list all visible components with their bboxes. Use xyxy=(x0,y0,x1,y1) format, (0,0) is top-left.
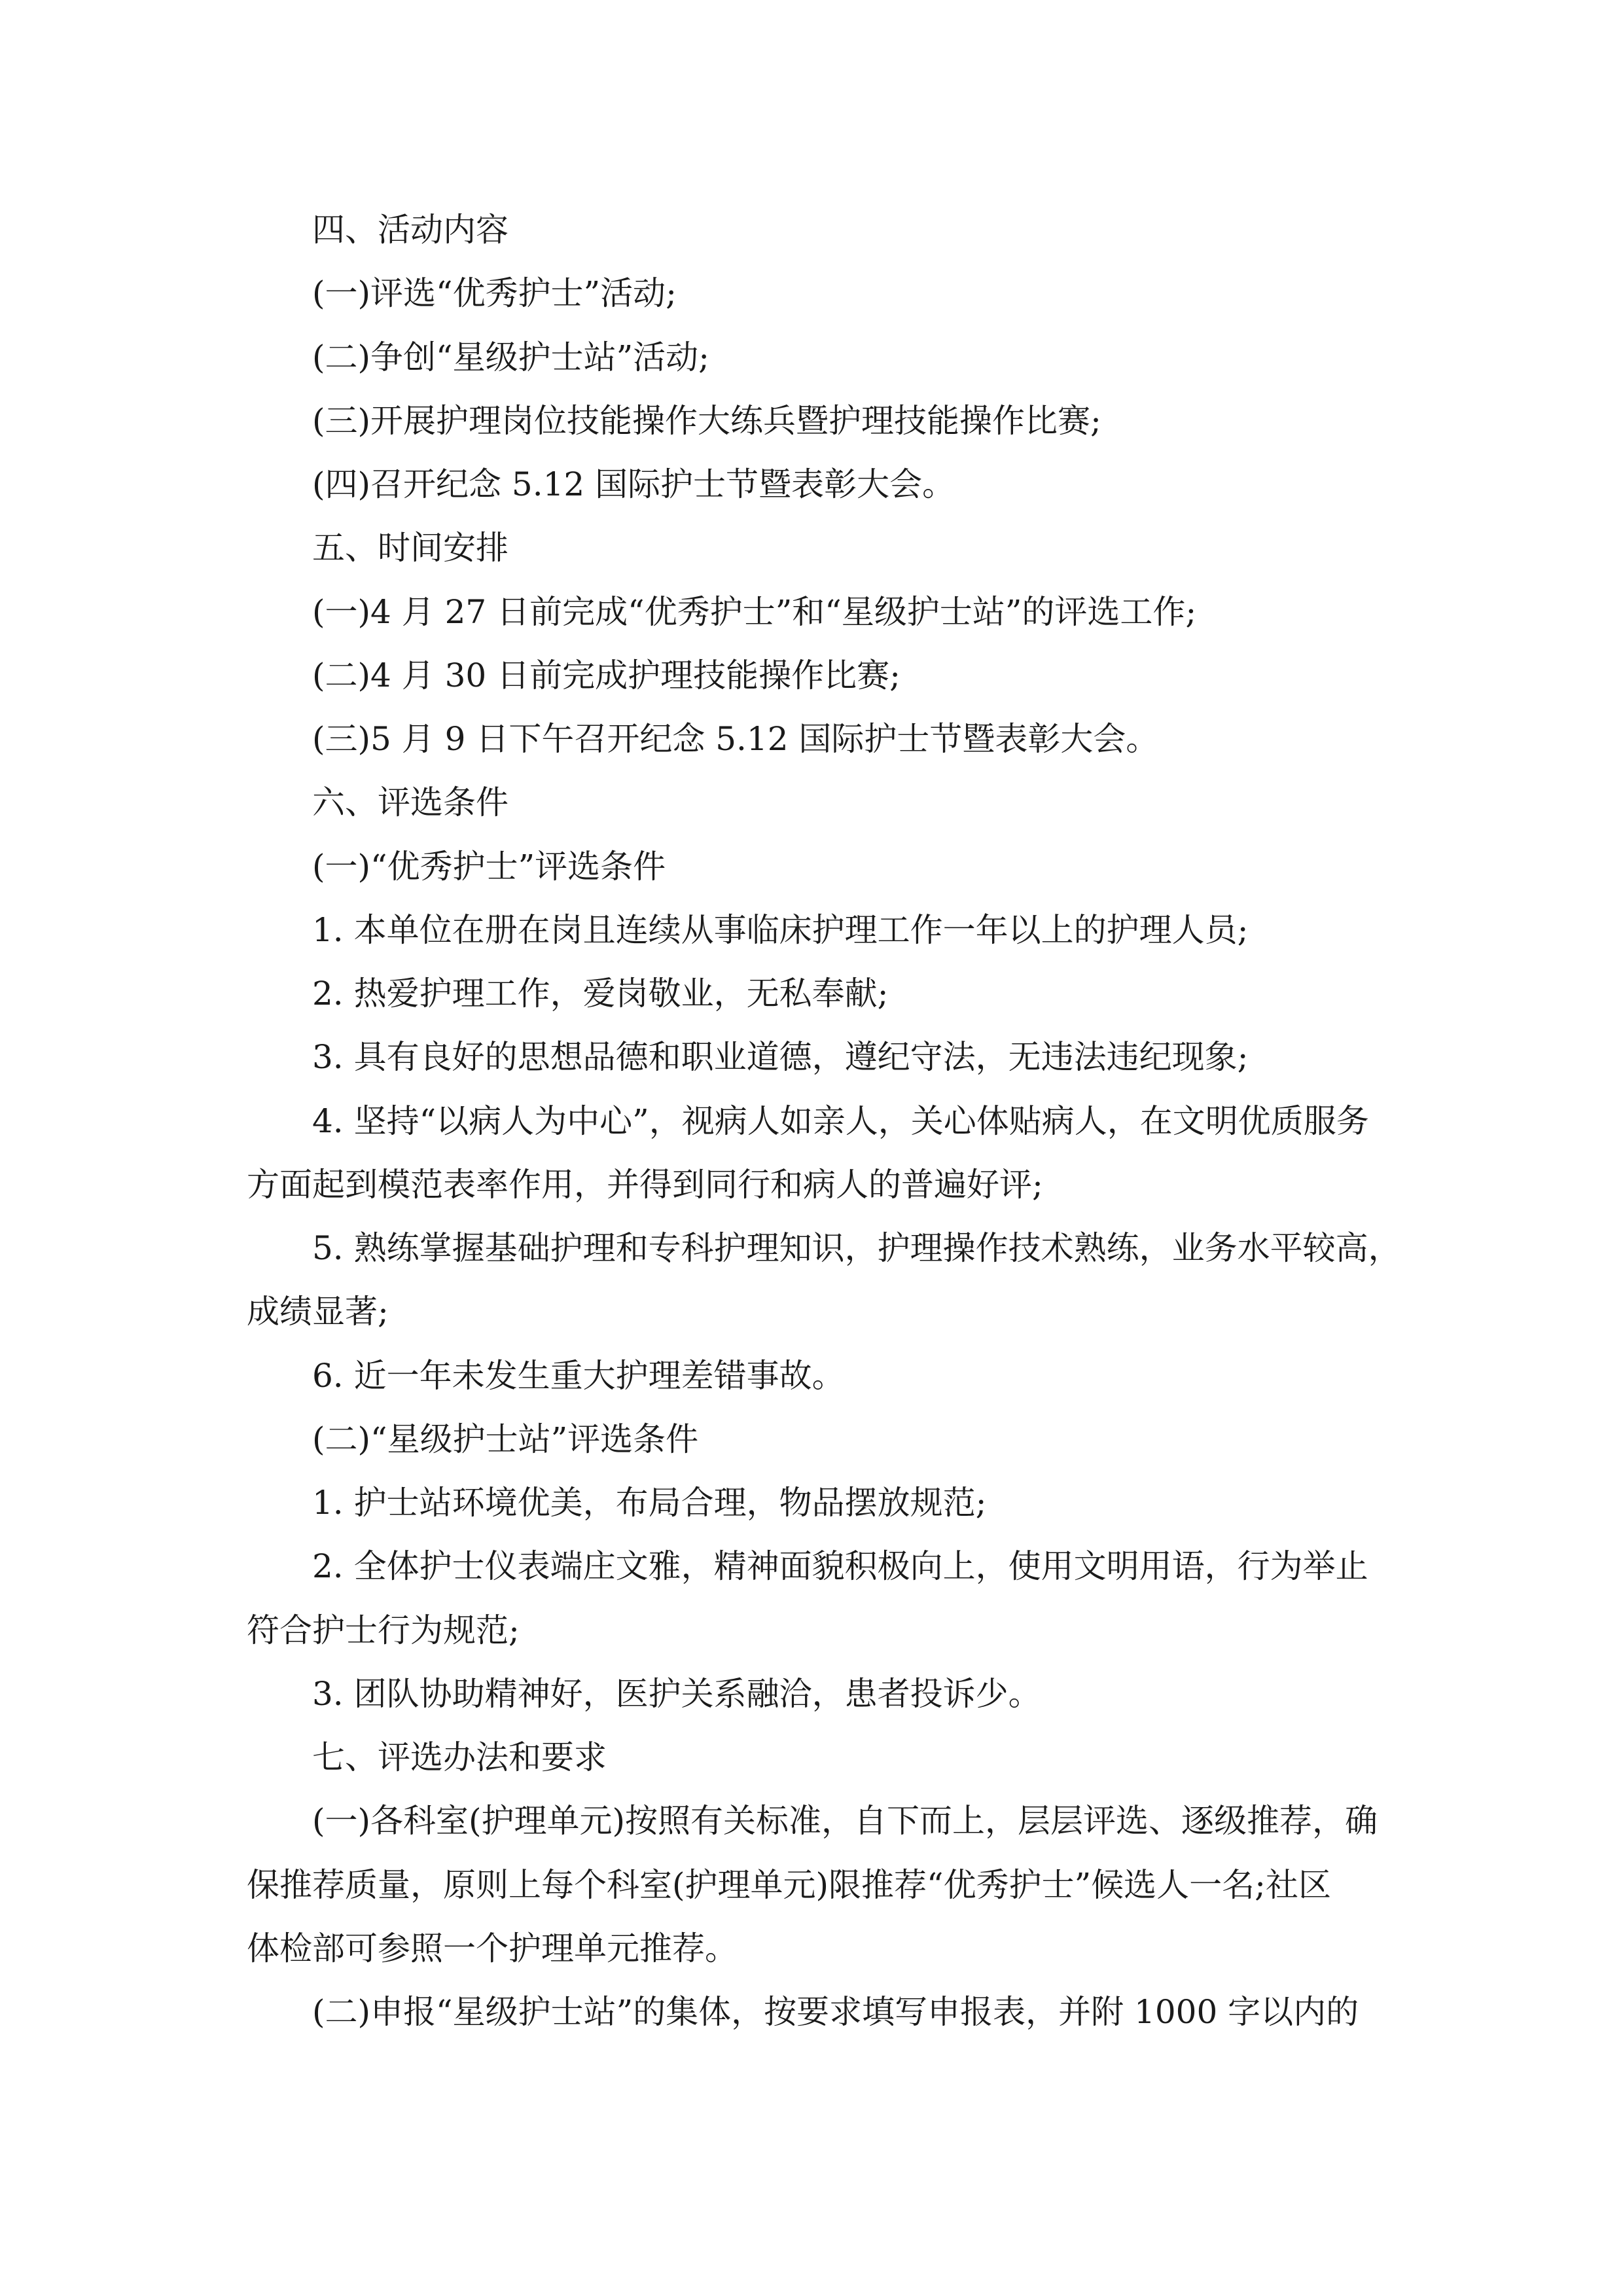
text-line: 5. 熟练掌握基础护理和专科护理知识，护理操作技术熟练，业务水平较高， xyxy=(312,1229,1401,1267)
text-line: 1. 本单位在册在岗且连续从事临床护理工作一年以上的护理人员; xyxy=(312,911,1249,949)
text-line: 1. 护士站环境优美，布局合理，物品摆放规范; xyxy=(312,1484,987,1522)
text-line: (二)4 月 30 日前完成护理技能操作比赛; xyxy=(312,656,901,694)
text-line: (二)争创“星级护士站”活动; xyxy=(312,338,709,376)
text-line: 体检部可参照一个护理单元推荐。 xyxy=(247,1929,738,1967)
section-heading-activities: 四、活动内容 xyxy=(312,211,508,249)
text-line: 符合护士行为规范; xyxy=(247,1611,520,1649)
section-heading-methods: 七、评选办法和要求 xyxy=(312,1738,607,1776)
text-line: 6. 近一年未发生重大护理差错事故。 xyxy=(312,1357,845,1395)
text-line: 2. 热爱护理工作，爱岗敬业，无私奉献; xyxy=(312,975,889,1013)
text-line: 成绩显著; xyxy=(247,1293,389,1331)
section-heading-schedule: 五、时间安排 xyxy=(312,529,508,567)
text-line: (四)召开纪念 5.12 国际护士节暨表彰大会。 xyxy=(312,465,955,503)
text-line: 方面起到模范表率作用，并得到同行和病人的普遍好评; xyxy=(247,1166,1043,1204)
subsection-heading: (二)“星级护士站”评选条件 xyxy=(312,1420,699,1458)
text-line: 3. 具有良好的思想品德和职业道德，遵纪守法，无违法违纪现象; xyxy=(312,1038,1249,1076)
text-line: 3. 团队协助精神好，医护关系融洽，患者投诉少。 xyxy=(312,1675,1041,1713)
subsection-heading: (一)“优秀护士”评选条件 xyxy=(312,848,666,886)
text-line: 2. 全体护士仪表端庄文雅，精神面貌积极向上，使用文明用语，行为举止 xyxy=(312,1547,1368,1585)
text-line: (三)开展护理岗位技能操作大练兵暨护理技能操作比赛; xyxy=(312,402,1101,440)
section-heading-criteria: 六、评选条件 xyxy=(312,783,508,821)
text-line: (一)评选“优秀护士”活动; xyxy=(312,274,677,312)
text-line: 保推荐质量，原则上每个科室(护理单元)限推荐“优秀护士”候选人一名;社区 xyxy=(247,1866,1331,1904)
text-line: 4. 坚持“以病人为中心”，视病人如亲人，关心体贴病人，在文明优质服务 xyxy=(312,1102,1369,1140)
text-line: (一)各科室(护理单元)按照有关标准，自下而上，层层评选、逐级推荐，确 xyxy=(312,1802,1378,1840)
text-line: (一)4 月 27 日前完成“优秀护士”和“星级护士站”的评选工作; xyxy=(312,593,1197,631)
text-line: (三)5 月 9 日下午召开纪念 5.12 国际护士节暨表彰大会。 xyxy=(312,720,1159,758)
text-line: (二)申报“星级护士站”的集体，按要求填写申报表，并附 1000 字以内的 xyxy=(312,1993,1359,2031)
